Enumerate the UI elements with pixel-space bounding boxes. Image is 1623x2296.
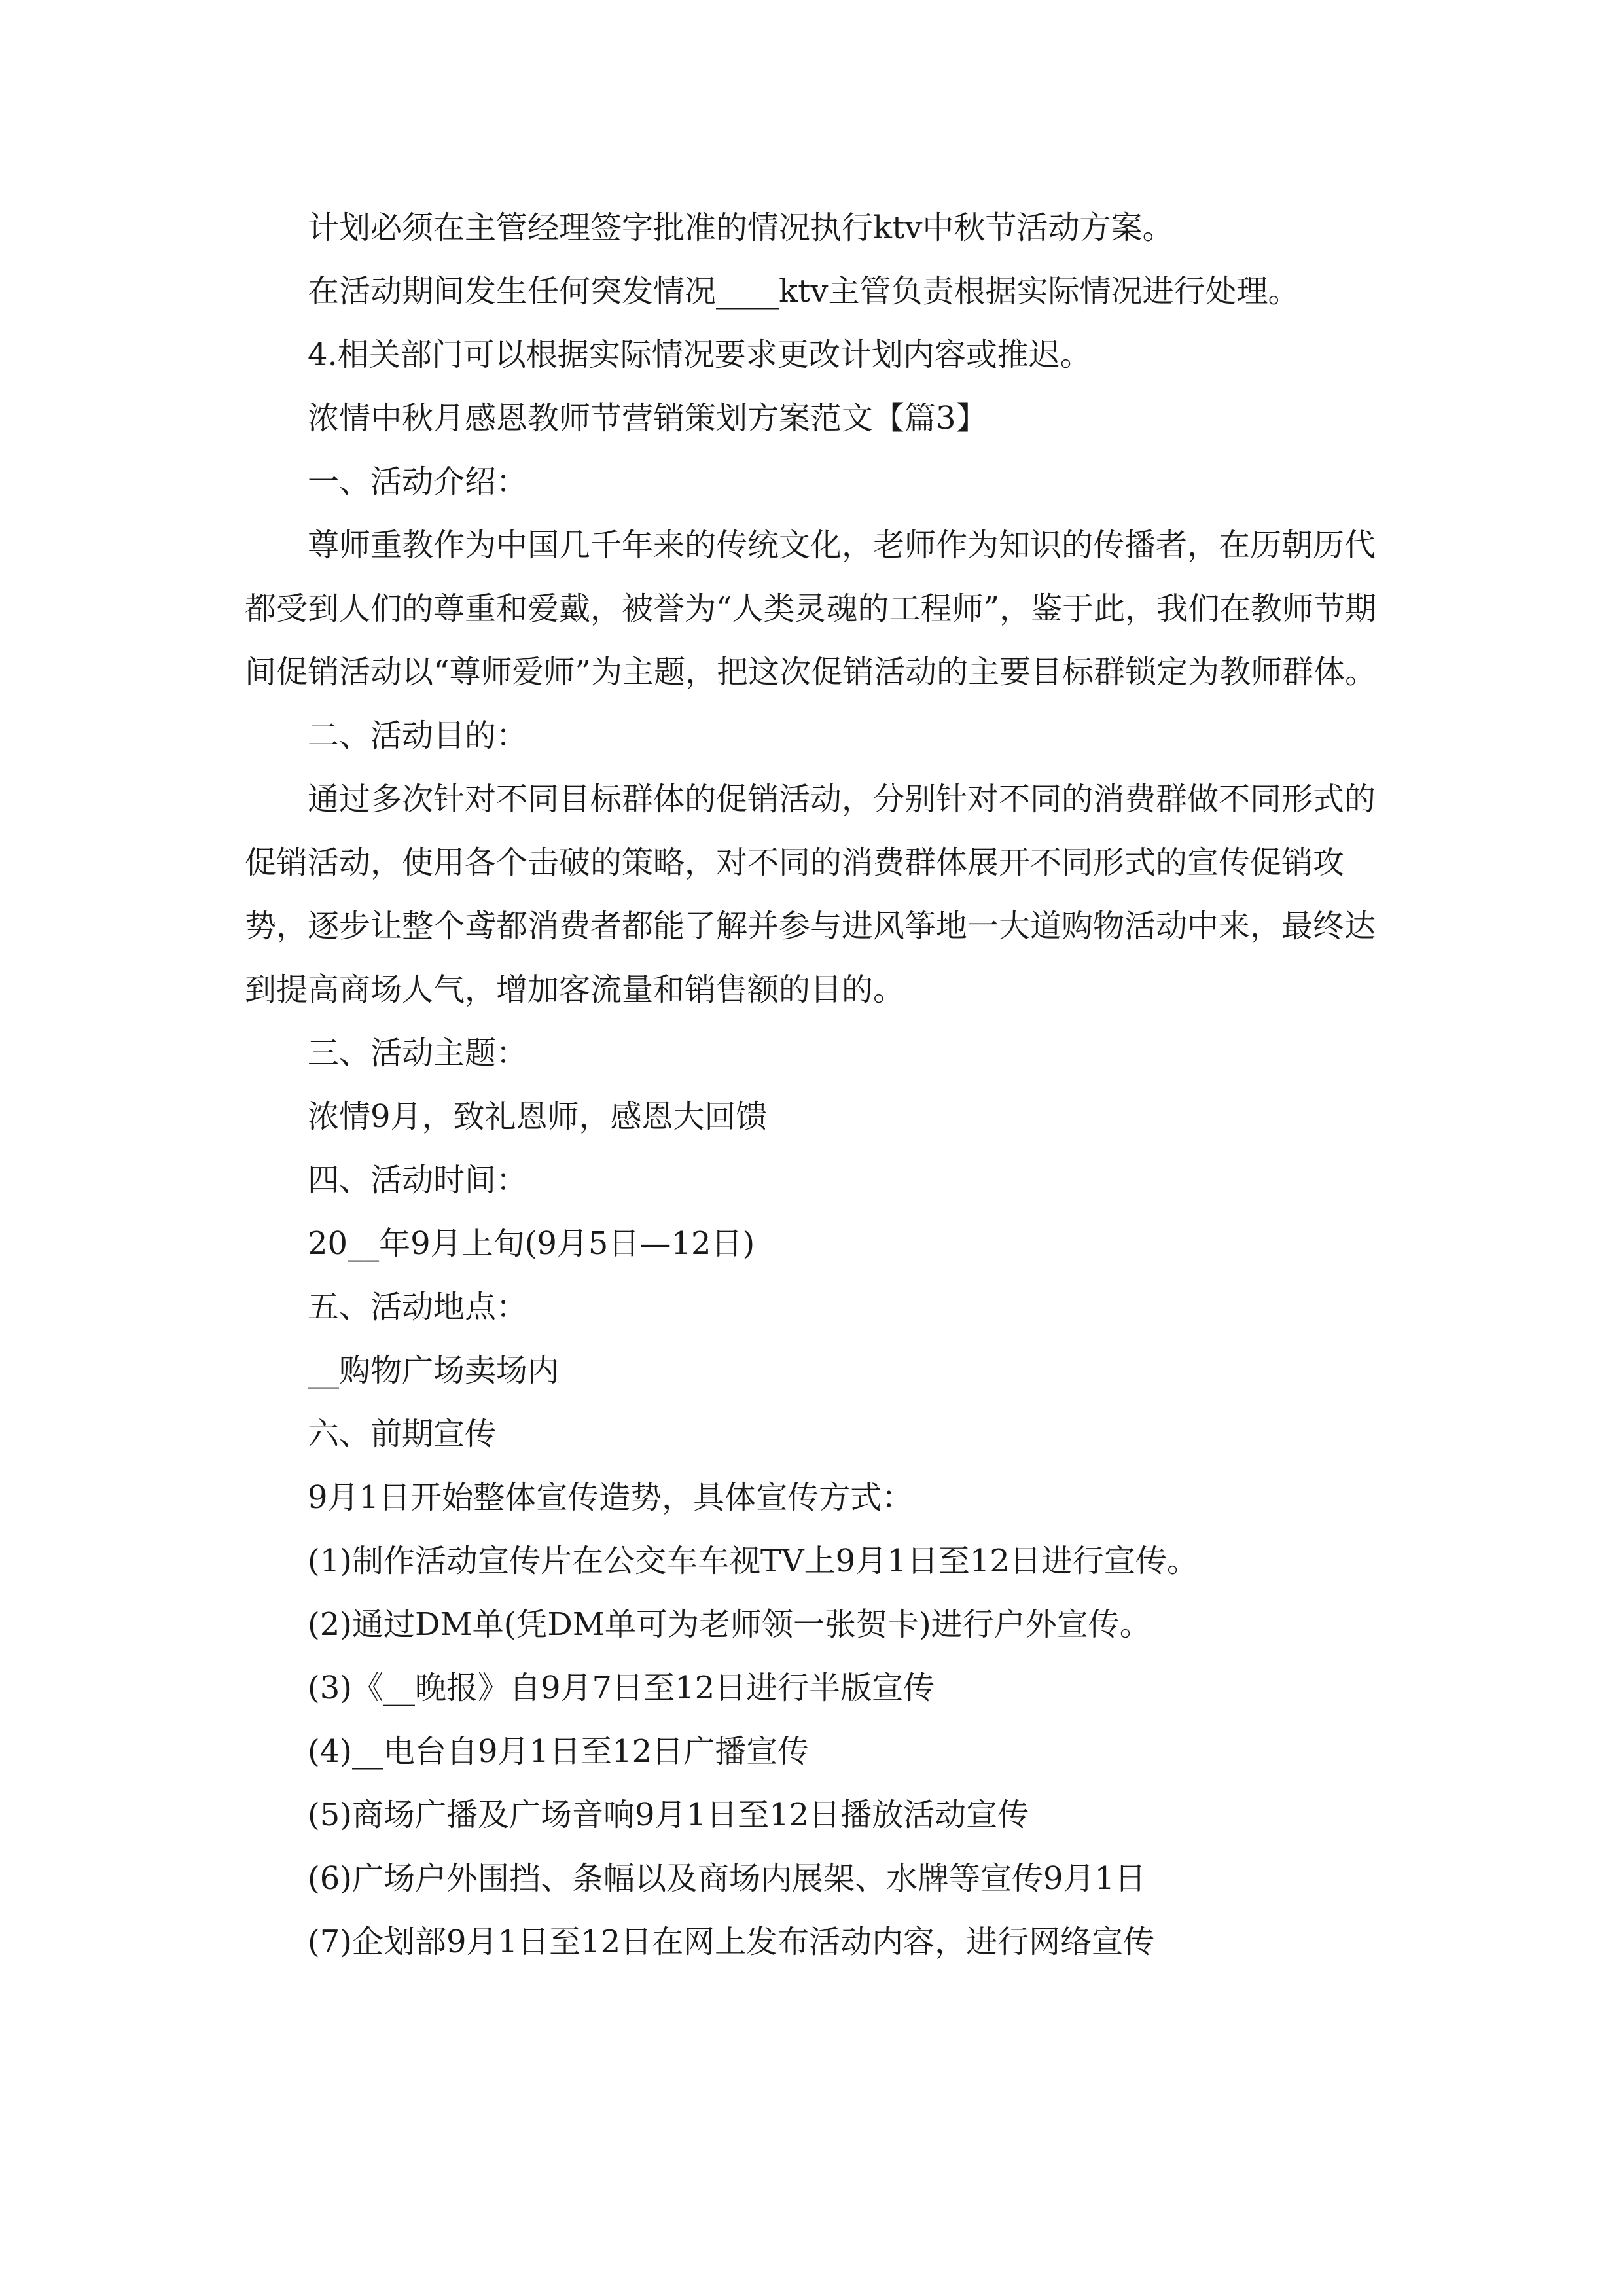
list-item-3: (3)《__晚报》自9月7日至12日进行半版宣传: [308, 1670, 935, 1706]
paragraph-departments: 4.相关部门可以根据实际情况要求更改计划内容或推迟。: [308, 336, 1092, 373]
paragraph-intro: 尊师重教作为中国几千年来的传统文化，老师作为知识的传播者，在历朝历代都受到人们的尊重和爱戴，被誉为“人类灵魂的工程师”，鉴于此，我们在教师节期间促销活动以“尊师爱师”为主题，把这次促销活动的主要目标群锁定为教师群体。: [245, 527, 1377, 691]
list-item-1: (1)制作活动宣传片在公交车车视TV上9月1日至12日进行宣传。: [308, 1543, 1198, 1579]
paragraph-promotion-intro: 9月1日开始整体宣传造势，具体宣传方式：: [308, 1479, 914, 1516]
heading-promotion: 六、前期宣传: [308, 1416, 497, 1452]
paragraph-emergency: 在活动期间发生任何突发情况____ktv主管负责根据实际情况进行处理。: [308, 273, 1300, 310]
heading-theme: 三、活动主题：: [308, 1035, 528, 1071]
heading-location: 五、活动地点：: [308, 1289, 528, 1325]
list-item-4: (4)__电台自9月1日至12日广播宣传: [308, 1733, 810, 1770]
heading-purpose: 二、活动目的：: [308, 717, 528, 754]
paragraph-purpose: 通过多次针对不同目标群体的促销活动，分别针对不同的消费群做不同形式的促销活动，使用各个击破的策略，对不同的消费群体展开不同形式的宣传促销攻势，逐步让整个鸢都消费者都能了解并参与进风筝地一大道购物活动中来，最终达到提高商场人气，增加客流量和销售额的目的。: [245, 781, 1376, 1008]
paragraph-plan-approval: 计划必须在主管经理签字批准的情况执行ktv中秋节活动方案。: [308, 209, 1174, 246]
heading-time: 四、活动时间：: [308, 1162, 528, 1198]
list-item-6: (6)广场户外围挡、条幅以及商场内展架、水牌等宣传9月1日: [308, 1860, 1147, 1897]
list-item-5: (5)商场广播及广场音响9月1日至12日播放活动宣传: [308, 1797, 1029, 1833]
paragraph-theme: 浓情9月，致礼恩师，感恩大回馈: [308, 1098, 768, 1135]
document-body: [245, 196, 1381, 1974]
list-item-2: (2)通过DM单(凭DM单可为老师领一张贺卡)进行户外宣传。: [308, 1606, 1151, 1643]
section-title: 浓情中秋月感恩教师节营销策划方案范文【篇3】: [308, 400, 988, 437]
paragraph-time: 20__年9月上旬(9月5日—12日): [308, 1225, 755, 1262]
heading-intro: 一、活动介绍：: [308, 463, 528, 500]
paragraph-location: __购物广场卖场内: [308, 1352, 560, 1389]
list-item-7: (7)企划部9月1日至12日在网上发布活动内容，进行网络宣传: [308, 1924, 1155, 1960]
